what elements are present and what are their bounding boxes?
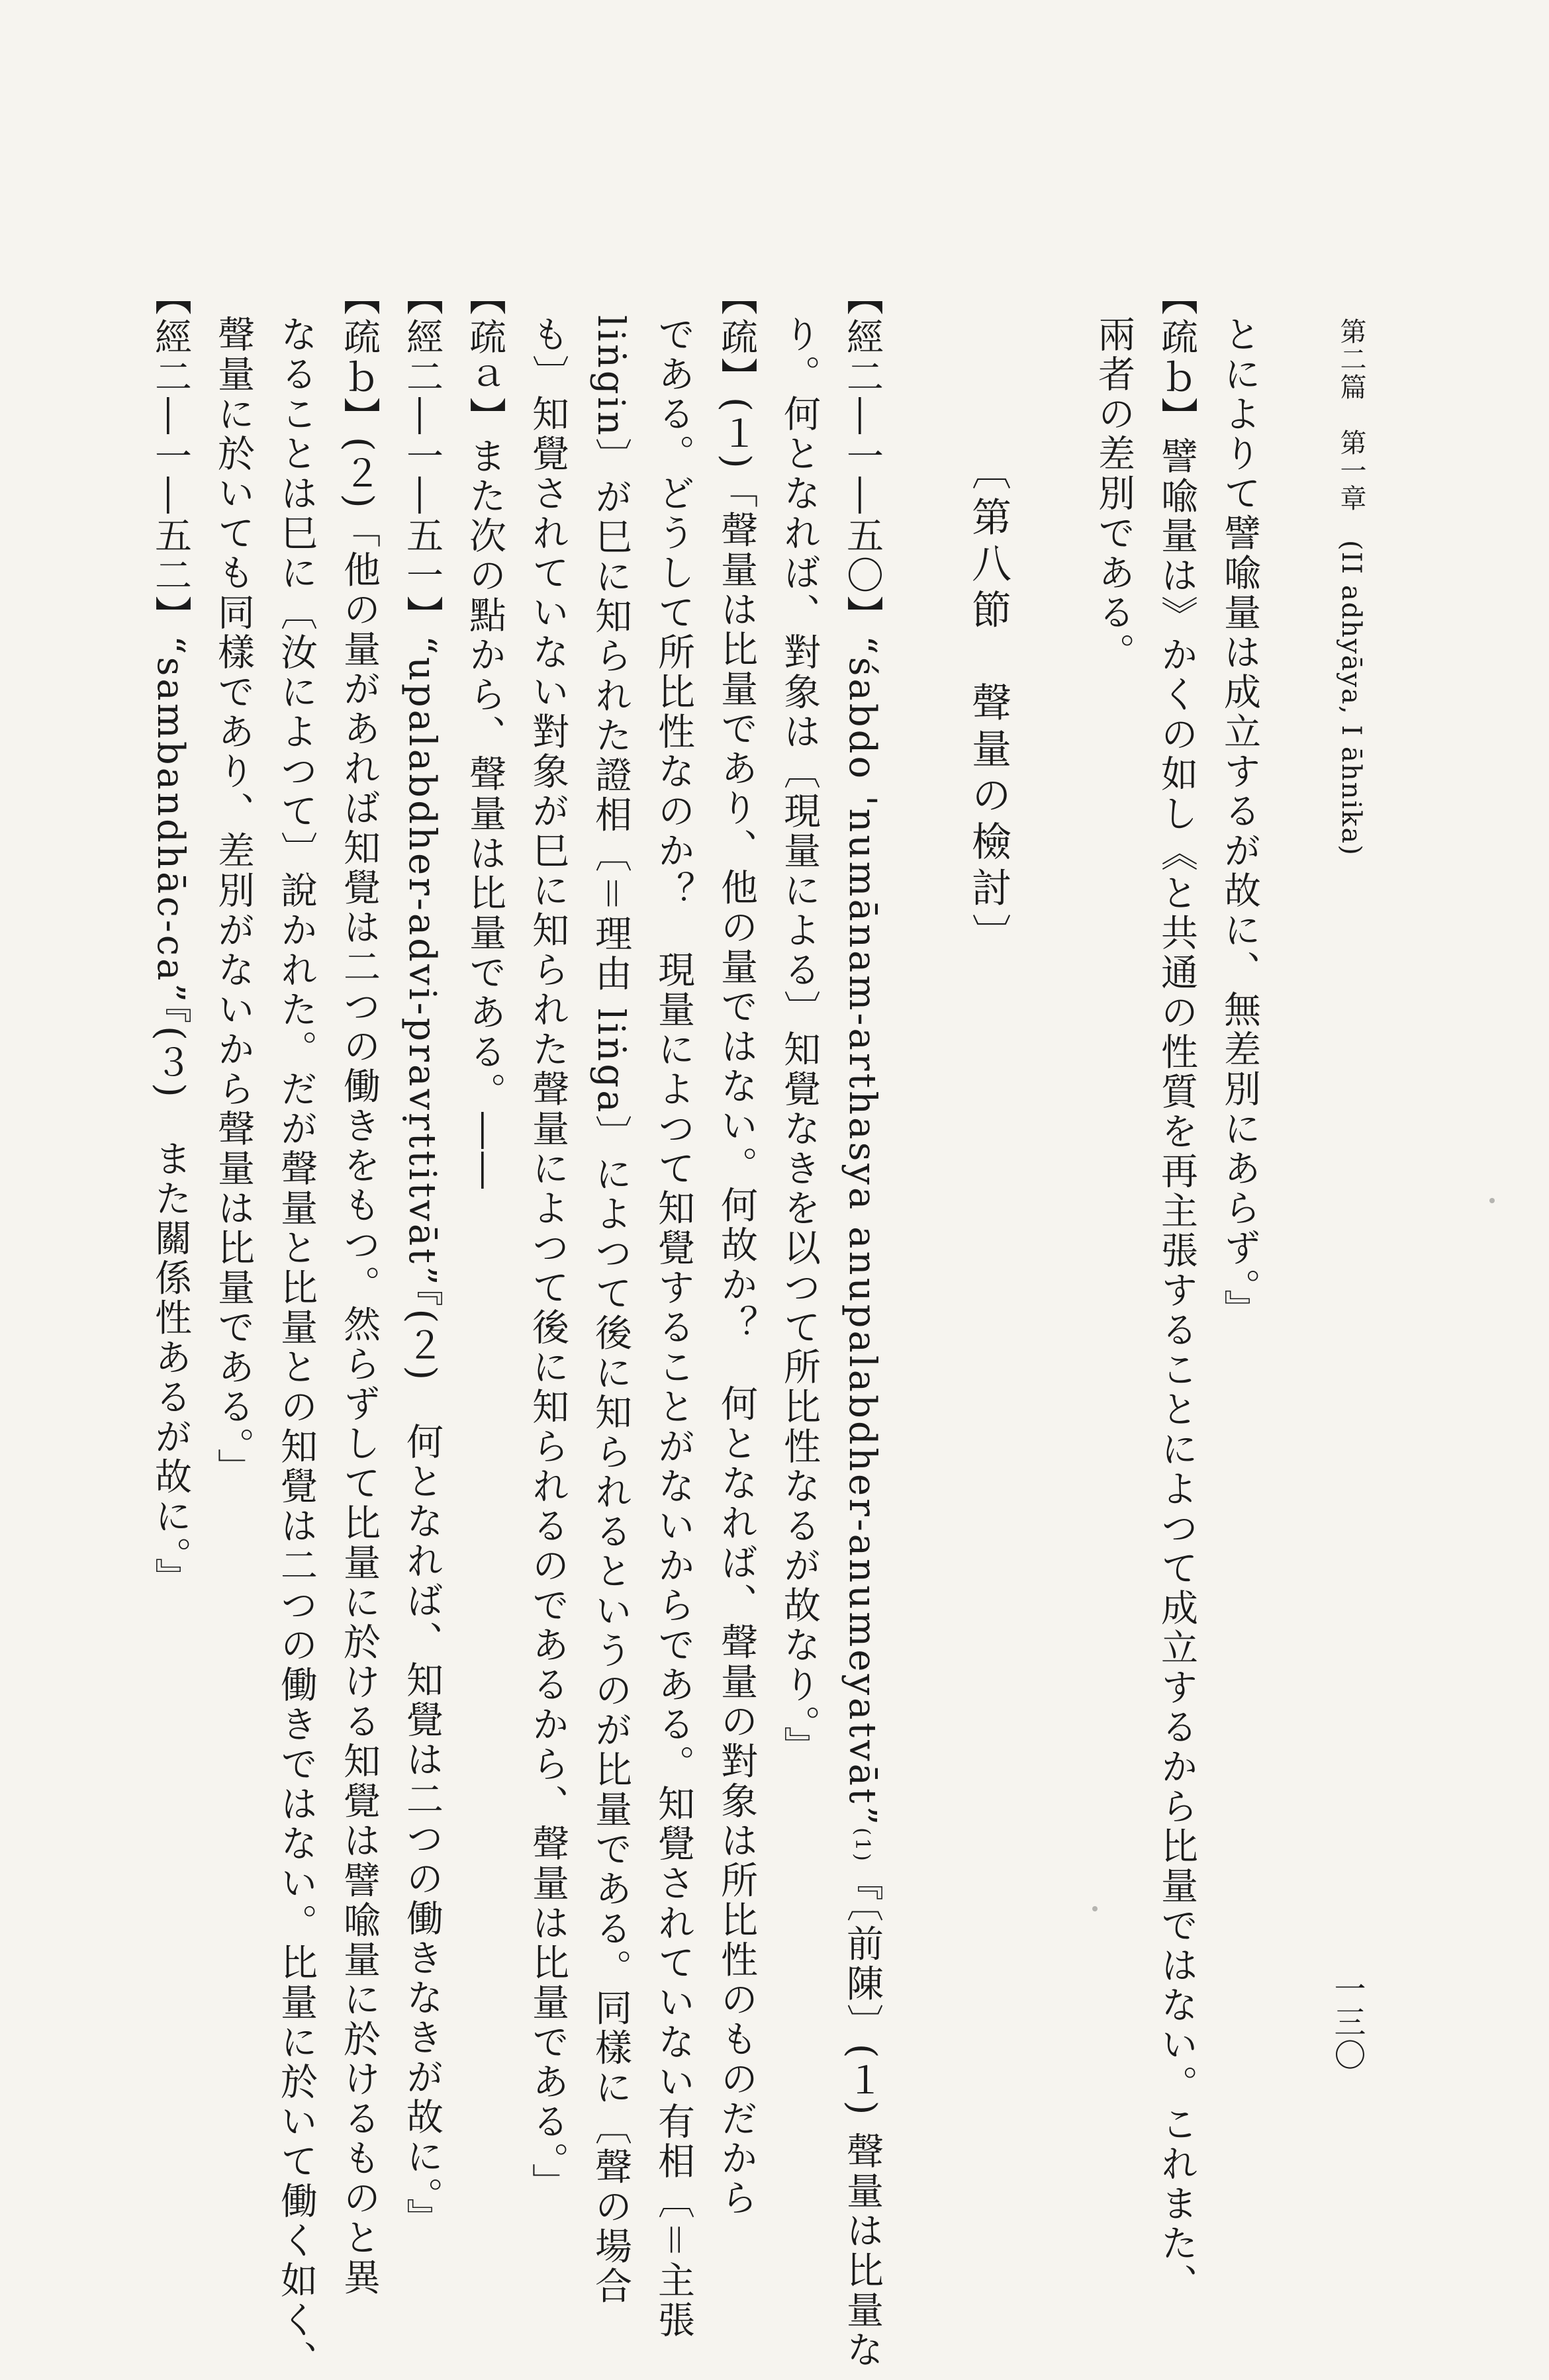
text-line: である。どうして所比性なのか？ 現量によつて知覺することがないからである。知覺されていない有相〔＝主張: [652, 315, 695, 2340]
footnote-marker: (1): [851, 1827, 874, 1864]
text-line: とによりて譬喩量は成立するが故に、無差別にあらず。』: [1218, 315, 1261, 1329]
text-line: も〕知覺されていない對象が巳に知られた聲量によつて後に知られるのであるから、聲量は比量である。」: [526, 315, 569, 2203]
body-text: [149, 278, 1271, 2380]
text-line: 【疏ａ】また次の點から、聲量は比量である。――: [463, 278, 506, 1191]
running-header: [1317, 318, 1370, 2072]
text-line: なることは巳に〔汝によつて〕說かれた。だが聲量と比量との知覺は二つの働きではない。比量に於いて働く如く、: [275, 315, 318, 2380]
text-line: 【疏ｂ】(２)「他の量があれば知覺は二つの働きをもつ。然らずして比量に於ける知覺は譬喩量に於けるものと異: [338, 278, 381, 2298]
blank-line: [894, 278, 957, 2025]
paper-speck: [357, 927, 363, 932]
section-heading: 〔第八節 聲量の檢討〕: [965, 450, 1011, 960]
text-line: 【疏】(１)「聲量は比量であり、他の量ではない。何故か？ 何となれば、聲量の對象は所比性のものだから: [715, 278, 758, 2219]
text-line: 【疏ｂ】譬喩量は》かくの如し《と共通の性質を再主張することによつて成立するから比量ではない。これまた、: [1155, 278, 1198, 2303]
text-line: 兩者の差別である。: [1092, 315, 1135, 672]
text-line: り。何となれば、對象は〔現量による〕知覺なきを以つて所比性なるが故なり。』: [778, 315, 821, 1766]
paper-speck: [1489, 1198, 1495, 1203]
text-line: 【經二―一―五〇】“śabdo 'numānam-arthasya anupalabdher-anumeyatvāt”(1)『〔前陳〕(１) 聲量は比量な: [841, 278, 884, 2371]
blank-line: [1019, 278, 1082, 2025]
header-title: 第二篇 第一章 (II adhyāya, I āhnika): [1336, 318, 1366, 856]
paper-speck: [1092, 1906, 1098, 1911]
text-line: 【經二―一―五二】“sambandhāc-ca”『(３) また關係性あるが故に。』: [149, 278, 192, 1598]
text-line: 【經二―一―五一】“upalabdher-advi-pravṛttitvāt”『(２) 何となれば、知覺は二つの働きなきが故に。』: [400, 278, 444, 2238]
page-number: 一三〇: [1329, 1972, 1366, 2072]
text-line: liṅgin〕が巳に知られた證相〔＝理由 liṅga〕によつて後に知られるというのが比量である。同樣に〔聲の場合: [589, 315, 632, 2307]
text-line: 聲量に於いても同樣であり、差別がないから聲量は比量である。」: [212, 315, 255, 1488]
